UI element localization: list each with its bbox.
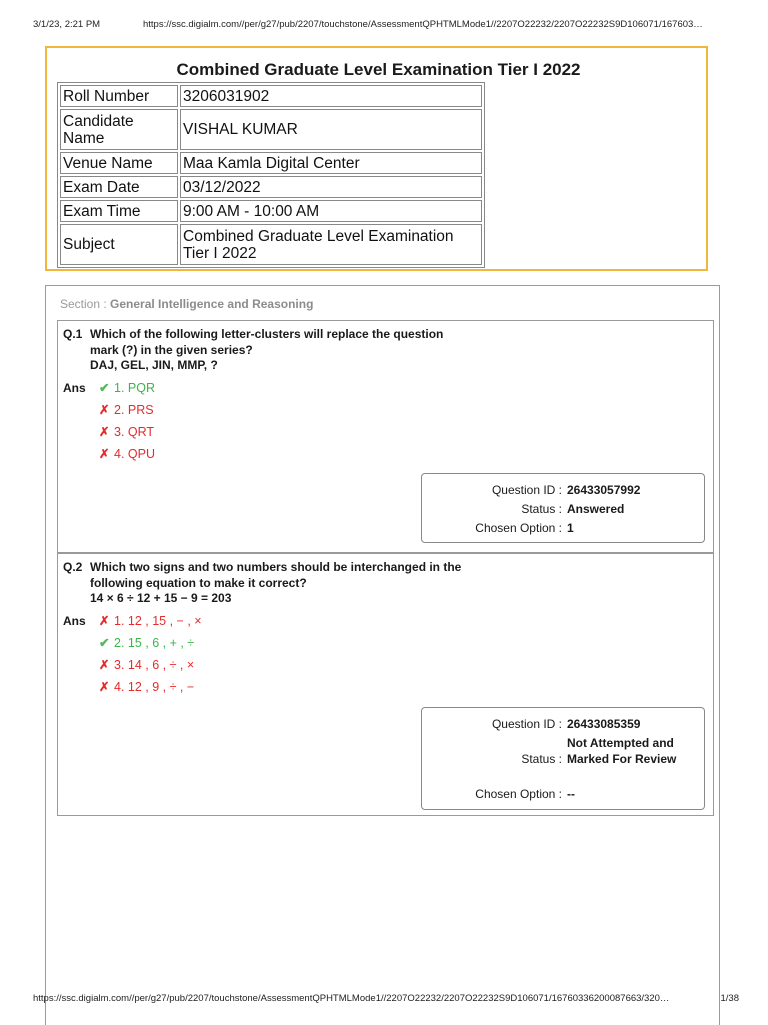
subject-value: Combined Graduate Level Examination Tier I 2022 (180, 224, 482, 265)
option-text: 2. 15 , 6 , + , ÷ (114, 636, 195, 650)
venue-name-value: Maa Kamla Digital Center (180, 152, 482, 174)
table-row (60, 152, 482, 174)
question-id-label: Question ID : (491, 483, 562, 497)
option-1 (99, 380, 155, 395)
answer-label: Ans (63, 381, 86, 395)
roll-number-value: 3206031902 (180, 85, 482, 107)
option-2 (99, 635, 194, 650)
question-id-value: 26433085359 (567, 717, 641, 731)
option-text: 4. 12 , 9 , ÷ , − (114, 680, 195, 694)
cross-icon: ✗ (99, 658, 110, 672)
question-meta-box (421, 473, 705, 543)
roll-number-label: Roll Number (60, 85, 178, 107)
question-meta-box (421, 707, 705, 810)
exam-date-value: 03/12/2022 (180, 176, 482, 198)
print-url[interactable]: https://ssc.digialm.com//per/g27/pub/2207/touchstone/AssessmentQPHTMLMode1//2207O22232/2207O22232S9D106071/167603… (143, 19, 703, 30)
table-row (60, 176, 482, 198)
check-icon: ✔ (99, 381, 110, 395)
option-2 (99, 402, 154, 417)
cross-icon: ✗ (99, 680, 110, 694)
print-footer (33, 993, 739, 1007)
section-label (60, 297, 313, 311)
option-3 (99, 424, 154, 439)
question-text (90, 327, 443, 374)
option-text: 1. 12 , 15 , − , × (114, 614, 202, 628)
question-text-line: Which two signs and two numbers should be interchanged in the (90, 560, 462, 574)
candidate-info-table (57, 82, 485, 268)
status-label: Status : (521, 752, 562, 766)
exam-title: Combined Graduate Level Examination Tier I 2022 (176, 60, 581, 79)
subject-label: Subject (60, 224, 178, 265)
option-1 (99, 613, 202, 628)
question-card-2 (57, 553, 714, 816)
cross-icon: ✗ (99, 447, 110, 461)
table-row (60, 85, 482, 107)
chosen-option-label: Chosen Option : (475, 787, 562, 801)
exam-time-value: 9:00 AM - 10:00 AM (180, 200, 482, 222)
option-4 (99, 679, 194, 694)
candidate-name-value: VISHAL KUMAR (180, 109, 482, 150)
print-header (33, 19, 739, 33)
option-text: 3. 14 , 6 , ÷ , × (114, 658, 195, 672)
status-value: Answered (567, 502, 625, 516)
check-icon: ✔ (99, 636, 110, 650)
cross-icon: ✗ (99, 425, 110, 439)
option-4 (99, 446, 155, 461)
question-text-line: DAJ, GEL, JIN, MMP, ? (90, 358, 218, 372)
question-number: Q.2 (63, 560, 83, 574)
table-row (60, 200, 482, 222)
status-label: Status : (521, 502, 562, 516)
question-text-line: following equation to make it correct? (90, 575, 307, 590)
status-value: Not Attempted and Marked For Review (567, 736, 677, 766)
chosen-option-label: Chosen Option : (475, 521, 562, 535)
question-text-line: mark (?) in the given series? (90, 342, 253, 357)
question-text-line: 14 × 6 ÷ 12 + 15 − 9 = 203 (90, 591, 232, 605)
section-name: General Intelligence and Reasoning (110, 297, 314, 311)
exam-time-label: Exam Time (60, 200, 178, 222)
option-text: 1. PQR (114, 381, 155, 395)
venue-name-label: Venue Name (60, 152, 178, 174)
question-id-label: Question ID : (491, 717, 562, 731)
print-datetime: 3/1/23, 2:21 PM (33, 19, 101, 30)
section-panel (45, 285, 720, 1025)
question-number: Q.1 (63, 327, 83, 341)
page-number: 1/38 (720, 993, 739, 1004)
candidate-name-label: Candidate Name (60, 109, 178, 150)
exam-info-card (45, 46, 708, 271)
option-text: 2. PRS (114, 403, 154, 417)
question-text-line: Which of the following letter-clusters will replace the question (90, 327, 444, 341)
chosen-option-value: 1 (567, 521, 574, 535)
question-id-value: 26433057992 (567, 483, 641, 497)
table-row (60, 224, 482, 265)
table-row (60, 109, 482, 150)
option-3 (99, 657, 194, 672)
exam-date-label: Exam Date (60, 176, 178, 198)
section-prefix: Section : (60, 297, 111, 311)
footer-url[interactable]: https://ssc.digialm.com//per/g27/pub/2207/touchstone/AssessmentQPHTMLMode1//2207O22232/2207O22232S9D106071/16760336200087663/320… (33, 993, 670, 1004)
answer-label: Ans (63, 614, 86, 628)
cross-icon: ✗ (99, 614, 110, 628)
cross-icon: ✗ (99, 403, 110, 417)
question-card-1 (57, 320, 714, 553)
chosen-option-value: -- (567, 787, 575, 801)
option-text: 3. QRT (114, 425, 155, 439)
option-text: 4. QPU (114, 447, 155, 461)
question-text (90, 560, 461, 607)
